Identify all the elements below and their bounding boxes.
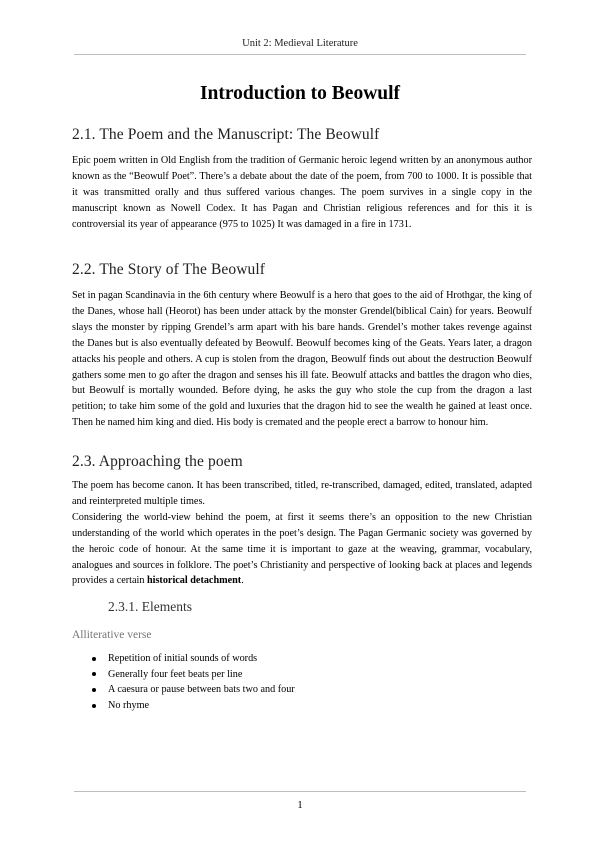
section-heading-approaching: 2.3. Approaching the poem	[72, 453, 243, 470]
section-heading-poem-manuscript: 2.1. The Poem and the Manuscript: The Beowulf	[72, 126, 380, 143]
approaching-line-1: The poem has become canon. It has been transcribed, titled, re-transcribed, damaged, edited, translated, adapted and reinterpreted multiple times.	[72, 480, 532, 507]
page-title: Introduction to Beowulf	[199, 83, 401, 104]
subsection-heading-elements: 2.3.1. Elements	[108, 599, 192, 614]
header-rule	[74, 54, 526, 55]
historical-detachment-term: historical detachment	[146, 575, 242, 587]
section-body-story: Set in pagan Scandinavia in the 6th century where Beowulf is a hero that goes to the aid of Hrothgar, the king of the Danes, whose hall (Heorot) has been under attack by the monster Grendel(biblical Cain) for years. Beowulf slays the monster by ripping Grendel’s arm apart with his bare hands. Grendel’s mother takes revenge against the Danes but is also eventually defeated by Beowulf. Beowulf becomes king of the Geats. Years later, a dragon attacks his people and others. A cup is stolen from the dragon, Beowulf finds out about the destruction Beowulf gathers some men to go after the dragon and senses his ill fate. Beowulf attacks and battles the dragon who dies, but Beowulf is mortally wounded. Before dying, he asks the guy who stole the cup from the dragon a last petition; to take him some of the gold and luxuries that the dragon hid to see the wealth he gained at least once. Then he named him king and died. His body is cremated and the people erect a barrow to honour him.	[72, 290, 532, 429]
approaching-period: .	[241, 575, 244, 587]
section-body-approaching	[72, 478, 532, 589]
page-number: 1	[297, 799, 303, 811]
elements-bullet-list	[92, 651, 295, 713]
section-heading-story: 2.2. The Story of The Beowulf	[72, 261, 266, 278]
bullet-icon	[92, 704, 96, 708]
footer-rule	[74, 791, 526, 792]
list-item: Repetition of initial sounds of words	[92, 651, 295, 667]
list-item: No rhyme	[92, 698, 295, 714]
running-header: Unit 2: Medieval Literature	[242, 38, 358, 49]
list-item: A caesura or pause between bats two and four	[92, 682, 295, 698]
bullet-icon	[92, 657, 96, 661]
section-body-poem-manuscript: Epic poem written in Old English from the tradition of Germanic heroic legend written by an anonymous author known as the “Beowulf Poet”. There’s a debate about the date of the poem, from 700 to 1000. It is possible that it was transmitted orally and thus suffered various changes. The poem survives in a single copy in the manuscript known as Nowell Codex. It has Pagan and Christian religious references and for this it is controversial its year of appearance (975 to 1025) It was damaged in a fire in 1731.	[72, 155, 532, 230]
bullet-icon	[92, 688, 96, 692]
bullet-icon	[92, 672, 96, 676]
list-item: Generally four feet beats per line	[92, 667, 295, 683]
approaching-line-2: Considering the world-view behind the poem, at first it seems there’s an opposition to the new Christian understanding of the world which operates in the poet’s design. The Pagan Germanic society was governed by the heroic code of honour. At the same time it is important to gaze at the weaving, grammar, vocabulary, analogues and sources in folklore. The poet’s Christianity and perspective of looking back at places and legends provides a certain	[72, 511, 532, 587]
subheading-alliterative-verse: Alliterative verse	[72, 629, 152, 641]
